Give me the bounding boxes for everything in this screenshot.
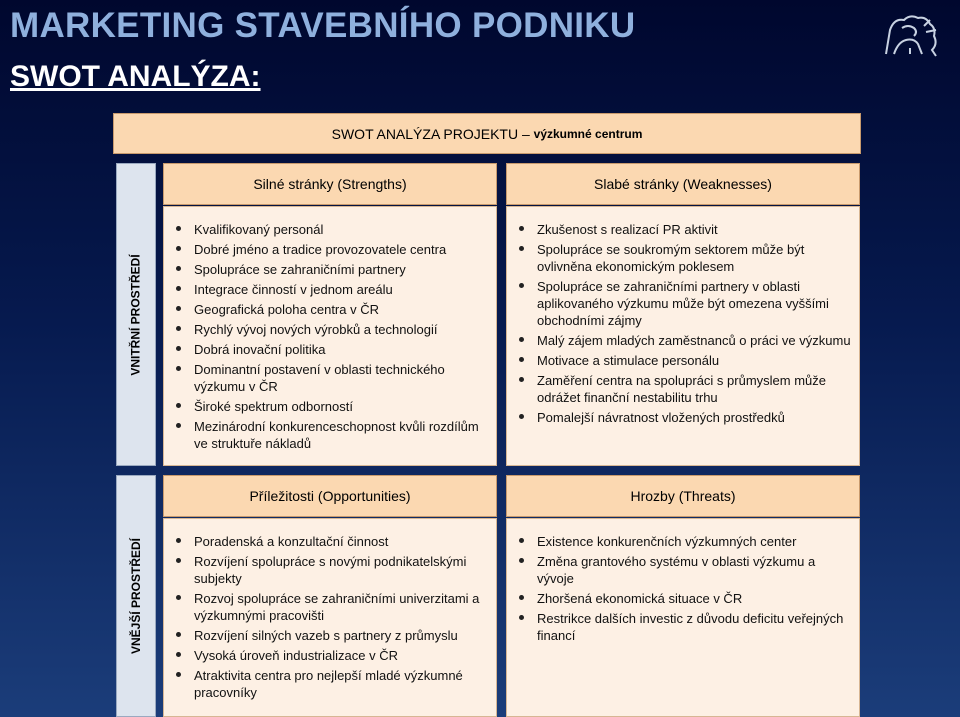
weaknesses-header	[506, 163, 860, 205]
page-subtitle: SWOT ANALÝZA:	[10, 60, 261, 93]
list-item: Zaměření centra na spolupráci s průmyslem může odrážet finanční nestabilitu trhu	[515, 372, 851, 406]
swot-table-heading	[113, 113, 861, 154]
side-inner-text: VNITŘNÍ PROSTŘEDÍ	[129, 253, 143, 376]
heading-separator: –	[518, 125, 534, 142]
weaknesses-panel	[506, 206, 860, 466]
list-item: Pomalejší návratnost vložených prostředků	[515, 409, 851, 426]
list-item: Zkušenost s realizací PR aktivit	[515, 221, 851, 238]
strengths-list	[172, 221, 488, 452]
opportunities-list	[172, 533, 488, 701]
strengths-header	[163, 163, 497, 205]
list-item: Rozvoj spolupráce se zahraničními univerzitami a výzkumnými pracovišti	[172, 590, 488, 624]
list-item: Geografická poloha centra v ČR	[172, 301, 488, 318]
list-item: Spolupráce se soukromým sektorem může být ovlivněna ekonomickým poklesem	[515, 241, 851, 275]
list-item: Široké spektrum odborností	[172, 398, 488, 415]
list-item: Dobrá inovační politika	[172, 341, 488, 358]
opportunities-panel	[163, 518, 497, 717]
opportunities-title: Příležitosti (Opportunities)	[249, 488, 411, 504]
list-item: Rozvíjení silných vazeb s partnery z průmyslu	[172, 627, 488, 644]
side-label-inner	[116, 163, 156, 466]
list-item: Dobré jméno a tradice provozovatele centra	[172, 241, 488, 258]
list-item: Mezinárodní konkurenceschopnost kvůli rozdílům ve struktuře nákladů	[172, 418, 488, 452]
swot-heading-text: SWOT ANALÝZA PROJEKTU	[331, 125, 519, 142]
list-item: Spolupráce se zahraničními partnery	[172, 261, 488, 278]
weaknesses-list	[515, 221, 851, 426]
list-item: Kvalifikovaný personál	[172, 221, 488, 238]
list-item: Integrace činností v jednom areálu	[172, 281, 488, 298]
list-item: Dominantní postavení v oblasti technického výzkumu v ČR	[172, 361, 488, 395]
list-item: Atraktivita centra pro nejlepší mladé výzkumné pracovníky	[172, 667, 488, 701]
side-outer-text: VNĚJŠÍ PROSTŘEDÍ	[129, 537, 143, 655]
lion-emblem-icon	[880, 10, 942, 60]
list-item: Spolupráce se zahraničními partnery v oblasti aplikovaného výzkumu může být omezena vyššími obchodními zájmy	[515, 278, 851, 329]
list-item: Změna grantového systému v oblasti výzkumu a vývoje	[515, 553, 851, 587]
list-item: Rychlý vývoj nových výrobků a technologií	[172, 321, 488, 338]
threats-list	[515, 533, 851, 644]
page-title: MARKETING STAVEBNÍHO PODNIKU	[10, 6, 636, 45]
side-label-outer	[116, 475, 156, 717]
threats-header	[506, 475, 860, 517]
weaknesses-title: Slabé stránky (Weaknesses)	[594, 176, 772, 192]
strengths-panel	[163, 206, 497, 466]
list-item: Poradenská a konzultační činnost	[172, 533, 488, 550]
list-item: Existence konkurenčních výzkumných center	[515, 533, 851, 550]
threats-panel	[506, 518, 860, 717]
strengths-title: Silné stránky (Strengths)	[253, 176, 407, 192]
list-item: Rozvíjení spolupráce s novými podnikatelskými subjekty	[172, 553, 488, 587]
opportunities-header	[163, 475, 497, 517]
swot-heading-suffix: výzkumné centrum	[533, 126, 643, 141]
threats-title: Hrozby (Threats)	[630, 488, 736, 504]
list-item: Restrikce dalších investic z důvodu deficitu veřejných financí	[515, 610, 851, 644]
list-item: Zhoršená ekonomická situace v ČR	[515, 590, 851, 607]
list-item: Motivace a stimulace personálu	[515, 352, 851, 369]
list-item: Vysoká úroveň industrializace v ČR	[172, 647, 488, 664]
list-item: Malý zájem mladých zaměstnanců o práci ve výzkumu	[515, 332, 851, 349]
